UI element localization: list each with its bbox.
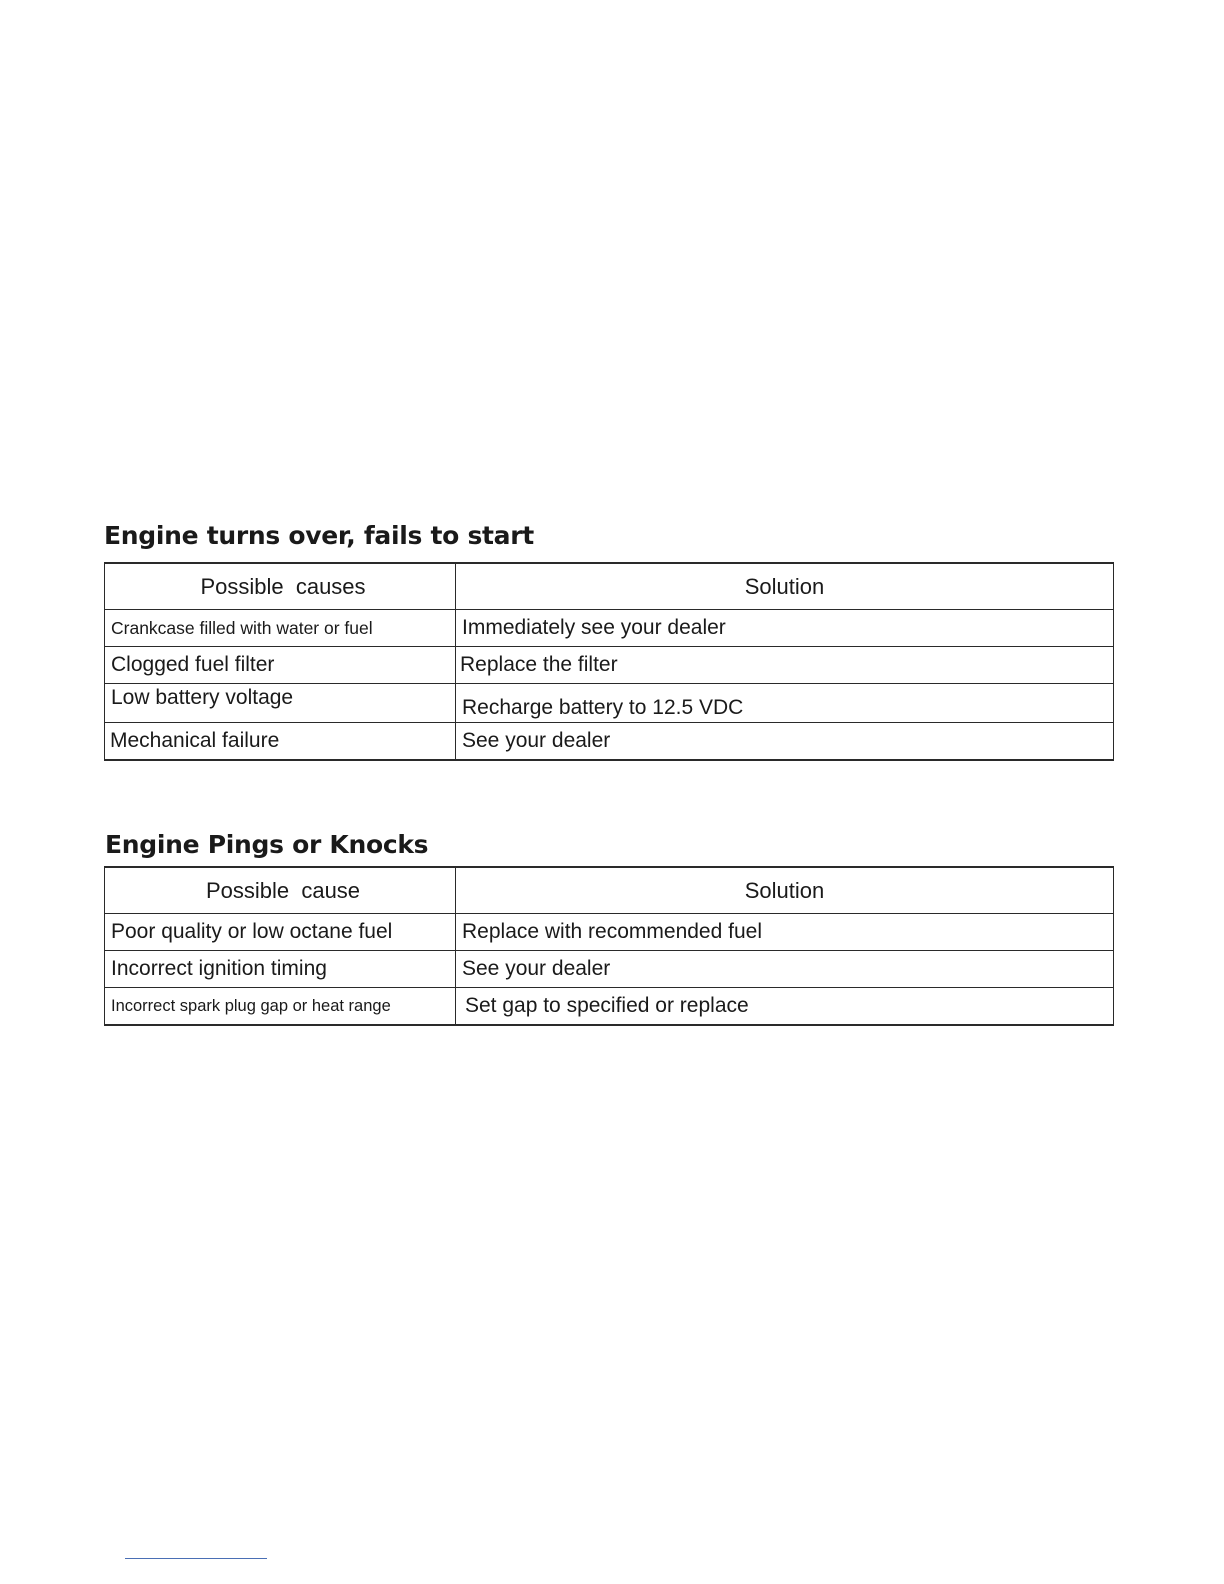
solution-cell: See your dealer	[456, 723, 1114, 761]
table-row	[105, 914, 1114, 951]
solution-cell: Replace the filter	[456, 647, 1114, 684]
table-row	[105, 723, 1114, 761]
table-row	[105, 647, 1114, 684]
cause-cell: Incorrect spark plug gap or heat range	[105, 988, 456, 1026]
header-solution: Solution	[456, 563, 1114, 610]
table-row	[105, 951, 1114, 988]
footer-rule	[125, 1558, 267, 1559]
table-row	[105, 988, 1114, 1026]
solution-cell: Recharge battery to 12.5 VDC	[456, 684, 1114, 723]
cause-cell: Mechanical failure	[105, 723, 456, 761]
table-row	[105, 610, 1114, 647]
troubleshooting-table-pings-knocks	[104, 866, 1114, 1026]
cause-cell: Poor quality or low octane fuel	[105, 914, 456, 951]
section-title-fails-to-start: Engine turns over, fails to start	[104, 521, 534, 550]
cause-cell: Clogged fuel filter	[105, 647, 456, 684]
troubleshooting-table-fails-to-start	[104, 562, 1114, 761]
solution-cell: Replace with recommended fuel	[456, 914, 1114, 951]
table-row	[105, 684, 1114, 723]
table-header-row	[105, 563, 1114, 610]
solution-cell: See your dealer	[456, 951, 1114, 988]
header-possible-cause: Possible cause	[105, 867, 456, 914]
cause-cell: Low battery voltage	[105, 684, 456, 723]
header-solution: Solution	[456, 867, 1114, 914]
section-title-pings-knocks: Engine Pings or Knocks	[105, 830, 429, 859]
solution-cell: Immediately see your dealer	[456, 610, 1114, 647]
cause-cell: Incorrect ignition timing	[105, 951, 456, 988]
table-header-row	[105, 867, 1114, 914]
header-possible-causes: Possible causes	[105, 563, 456, 610]
solution-cell: Set gap to specified or replace	[456, 988, 1114, 1026]
cause-cell: Crankcase filled with water or fuel	[105, 610, 456, 647]
